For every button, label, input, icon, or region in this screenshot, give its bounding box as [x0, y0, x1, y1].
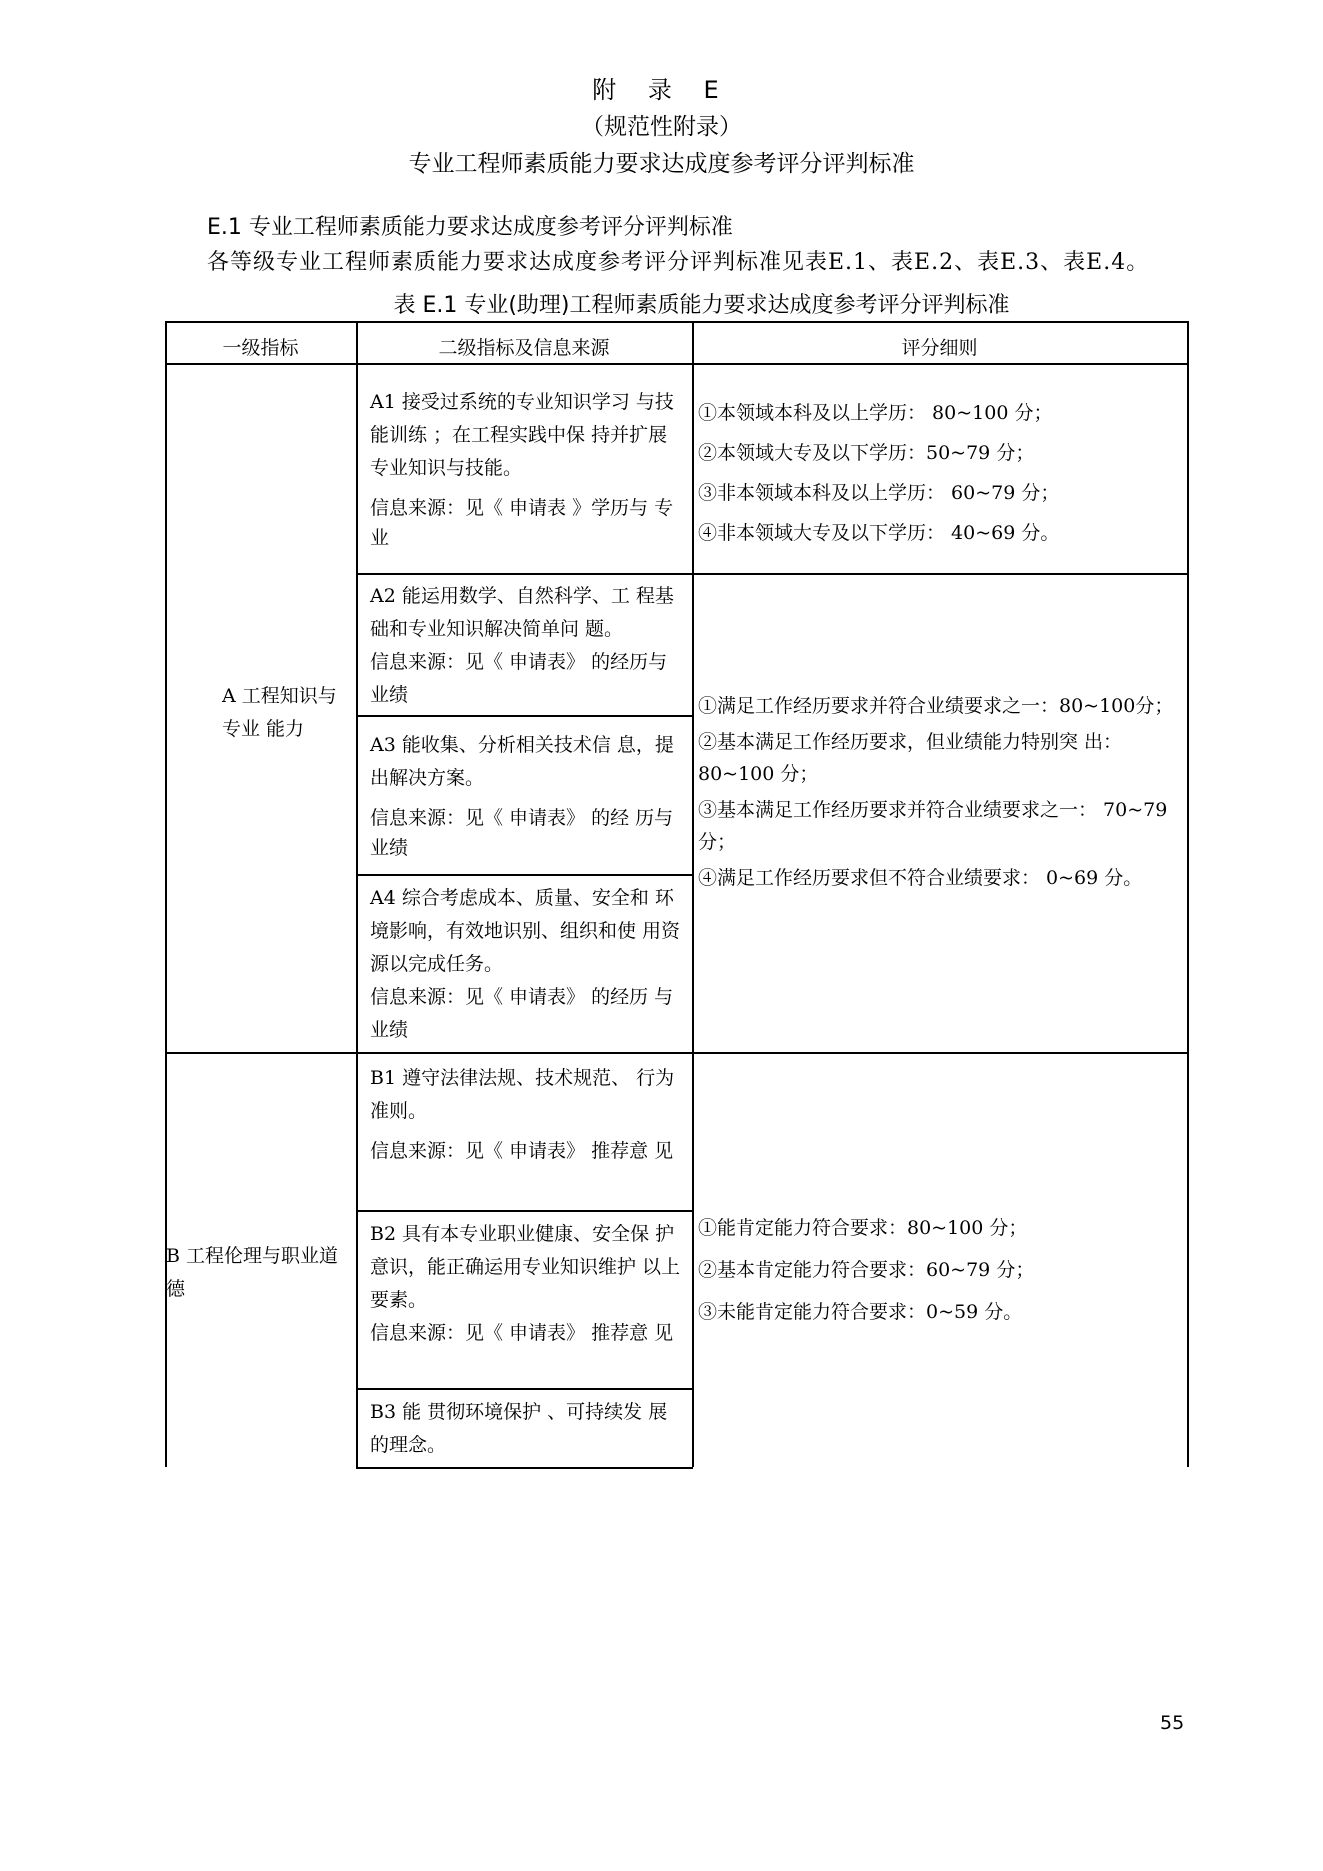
rule-a2-4: ④满足工作经历要求但不符合业绩要求： 0~69 分。: [698, 867, 1143, 889]
column-divider-2: [692, 321, 694, 1467]
item-a3-source: 信息来源：见《 申请表》 的经 历与业绩: [370, 807, 674, 859]
rules-a1: [698, 393, 1178, 553]
row-divider-b1: [356, 1210, 693, 1212]
rule-a2-2: ②基本满足工作经历要求，但业绩能力特别突 出：80~100 分；: [698, 731, 1123, 785]
item-b2-text: B2 具有本专业职业健康、安全保 护意识，能正确运用专业知识维护 以上要素。: [370, 1223, 681, 1311]
table-group-divider: [165, 1052, 1188, 1054]
item-a1-text: A1 接受过系统的专业知识学习 与技能训练 ；在工程实践中保 持并扩展专业知识与技能。: [370, 391, 674, 479]
row-divider-a1: [356, 573, 1188, 575]
level1-a: A 工程知识与专业 能力: [222, 685, 337, 740]
appendix-subtitle: （规范性附录）: [581, 114, 742, 140]
column-divider-1: [356, 321, 358, 1467]
item-a1: [370, 386, 682, 553]
rule-b-3: ③未能肯定能力符合要求：0~59 分。: [698, 1301, 1023, 1323]
table-border-right: [1187, 321, 1189, 1467]
header-rules: 评分细则: [901, 337, 978, 359]
rule-b-2: ②基本肯定能力符合要求：60~79 分；: [698, 1259, 1035, 1281]
level1-b: B 工程伦理与职业道德: [166, 1245, 339, 1300]
item-b3-text: B3 能 贯彻环境保护 、可持续发 展的理念。: [370, 1401, 668, 1456]
item-b2: [370, 1218, 682, 1350]
row-divider-b3: [356, 1467, 693, 1469]
item-a3: [370, 729, 682, 863]
item-b1-source: 信息来源：见《 申请表》 推荐意 见: [370, 1140, 674, 1162]
item-b3: [370, 1396, 682, 1462]
table-border-top: [165, 321, 1188, 323]
item-a4-source: 信息来源：见《 申请表》 的经历 与业绩: [370, 986, 674, 1041]
table-caption: 表 E.1 专业(助理)工程师素质能力要求达成度参考评分评判标准: [393, 293, 1010, 318]
rule-a2-3: ③基本满足工作经历要求并符合业绩要求之一： 70~79 分；: [698, 799, 1168, 853]
appendix-heading: 专业工程师素质能力要求达成度参考评分评判标准: [408, 151, 915, 177]
row-divider-b2: [356, 1388, 693, 1390]
item-a2: [370, 580, 682, 712]
header-level1: 一级指标: [222, 337, 299, 359]
row-divider-a2: [356, 715, 693, 717]
rule-a1-3: ③非本领域本科及以上学历： 60~79 分；: [698, 482, 1060, 504]
item-b1: [370, 1062, 682, 1166]
rule-a1-2: ②本领域大专及以下学历：50~79 分；: [698, 442, 1035, 464]
item-a3-text: A3 能收集、分析相关技术信 息，提出解决方案。: [370, 734, 674, 789]
section-heading: E.1 专业工程师素质能力要求达成度参考评分评判标准: [207, 215, 733, 240]
appendix-title: 附 录 E: [592, 76, 731, 104]
header-level2: 二级指标及信息来源: [438, 337, 610, 359]
item-a2-source: 信息来源：见《 申请表》 的经历与业绩: [370, 651, 668, 706]
rule-b-1: ①能肯定能力符合要求：80~100 分；: [698, 1217, 1028, 1239]
item-b1-text: B1 遵守法律法规、技术规范、 行为准则。: [370, 1067, 675, 1122]
rule-a1-1: ①本领域本科及以上学历： 80~100 分；: [698, 402, 1053, 424]
page-number: 55: [1160, 1712, 1185, 1734]
intro-paragraph: 各等级专业工程师素质能力要求达成度参考评分评判标准见表E.1、表E.2、表E.3、表E.4。: [207, 250, 1150, 275]
item-a2-text: A2 能运用数学、自然科学、工 程基础和专业知识解决简单问 题。: [370, 585, 674, 640]
item-b2-source: 信息来源：见《 申请表》 推荐意 见: [370, 1322, 674, 1344]
rule-a2-1: ①满足工作经历要求并符合业绩要求之一：80~100分；: [698, 695, 1174, 717]
item-a4: [370, 882, 682, 1047]
table-header-divider: [165, 363, 1188, 365]
item-a4-text: A4 综合考虑成本、质量、安全和 环境影响，有效地识别、组织和使 用资源以完成任务。: [370, 887, 681, 975]
rule-a1-4: ④非本领域大专及以下学历： 40~69 分。: [698, 522, 1060, 544]
item-a1-source: 信息来源：见《 申请表 》学历与 专业: [370, 497, 674, 549]
rules-a2-a4: [698, 690, 1180, 894]
row-divider-a3: [356, 874, 693, 876]
rules-b: [698, 1207, 1178, 1333]
